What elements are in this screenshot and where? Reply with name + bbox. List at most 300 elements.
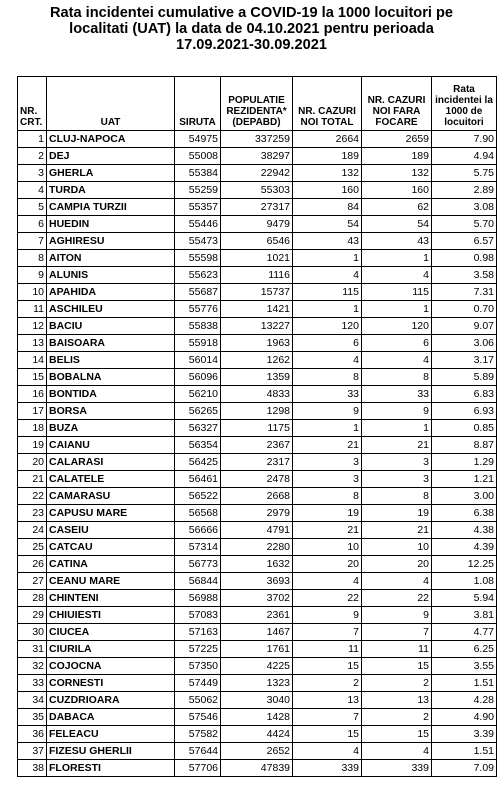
cell-siruta: 54975	[175, 131, 221, 148]
cell-siruta: 56666	[175, 522, 221, 539]
cell-uat: BONTIDA	[47, 386, 175, 403]
cell-populatie: 2979	[221, 505, 293, 522]
table-row	[18, 216, 497, 233]
cell-fara-focare: 2	[362, 675, 432, 692]
cell-fara-focare: 6	[362, 335, 432, 352]
cell-nr: 12	[18, 318, 47, 335]
cell-siruta: 55384	[175, 165, 221, 182]
cell-fara-focare: 19	[362, 505, 432, 522]
cell-rata: 4.38	[432, 522, 497, 539]
header-uat: UAT	[47, 77, 175, 131]
header-populatie: POPULATIE REZIDENTA* (DEPABD)	[221, 77, 293, 131]
cell-populatie: 6546	[221, 233, 293, 250]
cell-rata: 3.06	[432, 335, 497, 352]
cell-uat: CUZDRIOARA	[47, 692, 175, 709]
cell-uat: AITON	[47, 250, 175, 267]
cell-nr: 13	[18, 335, 47, 352]
cell-rata: 3.39	[432, 726, 497, 743]
cell-populatie: 4791	[221, 522, 293, 539]
cell-populatie: 1421	[221, 301, 293, 318]
cell-fara-focare: 21	[362, 522, 432, 539]
cell-total: 2664	[293, 131, 362, 148]
cell-rata: 8.87	[432, 437, 497, 454]
cell-fara-focare: 2659	[362, 131, 432, 148]
cell-populatie: 47839	[221, 760, 293, 777]
cell-rata: 6.83	[432, 386, 497, 403]
cell-siruta: 55259	[175, 182, 221, 199]
cell-uat: BOBALNA	[47, 369, 175, 386]
cell-uat: ASCHILEU	[47, 301, 175, 318]
table-row	[18, 267, 497, 284]
cell-populatie: 1761	[221, 641, 293, 658]
cell-siruta: 56265	[175, 403, 221, 420]
cell-siruta: 57706	[175, 760, 221, 777]
cell-siruta: 56327	[175, 420, 221, 437]
cell-populatie: 22942	[221, 165, 293, 182]
table-row	[18, 692, 497, 709]
cell-total: 189	[293, 148, 362, 165]
cell-populatie: 2367	[221, 437, 293, 454]
cell-siruta: 57582	[175, 726, 221, 743]
table-row	[18, 522, 497, 539]
cell-siruta: 56096	[175, 369, 221, 386]
cell-nr: 25	[18, 539, 47, 556]
table-body	[18, 131, 497, 777]
cell-fara-focare: 4	[362, 267, 432, 284]
table-row	[18, 318, 497, 335]
cell-siruta: 55357	[175, 199, 221, 216]
table-row	[18, 454, 497, 471]
cell-rata: 1.21	[432, 471, 497, 488]
cell-total: 19	[293, 505, 362, 522]
cell-uat: CATCAU	[47, 539, 175, 556]
cell-rata: 0.98	[432, 250, 497, 267]
table-row	[18, 250, 497, 267]
cell-nr: 32	[18, 658, 47, 675]
cell-siruta: 55776	[175, 301, 221, 318]
cell-populatie: 1021	[221, 250, 293, 267]
header-total: NR. CAZURI NOI TOTAL	[293, 77, 362, 131]
cell-uat: CEANU MARE	[47, 573, 175, 590]
table-row	[18, 301, 497, 318]
cell-uat: FLORESTI	[47, 760, 175, 777]
cell-fara-focare: 15	[362, 726, 432, 743]
cell-rata: 0.85	[432, 420, 497, 437]
cell-total: 54	[293, 216, 362, 233]
cell-uat: CAMPIA TURZII	[47, 199, 175, 216]
cell-total: 22	[293, 590, 362, 607]
cell-total: 15	[293, 658, 362, 675]
table-header-row	[18, 77, 497, 131]
table-row	[18, 148, 497, 165]
cell-nr: 34	[18, 692, 47, 709]
cell-total: 33	[293, 386, 362, 403]
cell-fara-focare: 11	[362, 641, 432, 658]
table-row	[18, 233, 497, 250]
cell-fara-focare: 54	[362, 216, 432, 233]
cell-uat: CHINTENI	[47, 590, 175, 607]
cell-fara-focare: 20	[362, 556, 432, 573]
cell-total: 4	[293, 267, 362, 284]
cell-siruta: 55008	[175, 148, 221, 165]
table-row	[18, 386, 497, 403]
cell-fara-focare: 21	[362, 437, 432, 454]
cell-fara-focare: 8	[362, 369, 432, 386]
table-row	[18, 726, 497, 743]
cell-rata: 4.90	[432, 709, 497, 726]
cell-populatie: 3693	[221, 573, 293, 590]
cell-uat: DABACA	[47, 709, 175, 726]
table-row	[18, 165, 497, 182]
cell-rata: 6.25	[432, 641, 497, 658]
cell-nr: 7	[18, 233, 47, 250]
header-siruta: SIRUTA	[175, 77, 221, 131]
cell-siruta: 57314	[175, 539, 221, 556]
cell-uat: CORNESTI	[47, 675, 175, 692]
cell-total: 84	[293, 199, 362, 216]
cell-siruta: 57449	[175, 675, 221, 692]
cell-rata: 7.90	[432, 131, 497, 148]
cell-total: 115	[293, 284, 362, 301]
cell-total: 339	[293, 760, 362, 777]
cell-rata: 3.81	[432, 607, 497, 624]
cell-populatie: 1298	[221, 403, 293, 420]
cell-rata: 2.89	[432, 182, 497, 199]
cell-fara-focare: 43	[362, 233, 432, 250]
cell-nr: 3	[18, 165, 47, 182]
table-row	[18, 471, 497, 488]
table-row	[18, 131, 497, 148]
cell-total: 21	[293, 522, 362, 539]
cell-rata: 3.08	[432, 199, 497, 216]
cell-rata: 5.70	[432, 216, 497, 233]
cell-rata: 1.08	[432, 573, 497, 590]
cell-total: 3	[293, 471, 362, 488]
cell-populatie: 4424	[221, 726, 293, 743]
cell-siruta: 55598	[175, 250, 221, 267]
cell-total: 10	[293, 539, 362, 556]
table-row	[18, 658, 497, 675]
table-row	[18, 607, 497, 624]
cell-siruta: 56014	[175, 352, 221, 369]
cell-nr: 1	[18, 131, 47, 148]
cell-rata: 4.39	[432, 539, 497, 556]
cell-total: 8	[293, 488, 362, 505]
table-row	[18, 420, 497, 437]
cell-uat: COJOCNA	[47, 658, 175, 675]
cell-rata: 0.70	[432, 301, 497, 318]
cell-populatie: 27317	[221, 199, 293, 216]
cell-fara-focare: 160	[362, 182, 432, 199]
cell-populatie: 1428	[221, 709, 293, 726]
cell-populatie: 2280	[221, 539, 293, 556]
cell-uat: HUEDIN	[47, 216, 175, 233]
table-row	[18, 709, 497, 726]
title-line-3: 17.09.2021-30.09.2021	[176, 37, 327, 53]
cell-populatie: 1632	[221, 556, 293, 573]
cell-fara-focare: 4	[362, 743, 432, 760]
cell-total: 7	[293, 709, 362, 726]
cell-fara-focare: 13	[362, 692, 432, 709]
table-row	[18, 352, 497, 369]
incidence-table	[17, 76, 497, 777]
cell-siruta: 57163	[175, 624, 221, 641]
cell-fara-focare: 132	[362, 165, 432, 182]
table-row	[18, 488, 497, 505]
table-row	[18, 760, 497, 777]
cell-fara-focare: 33	[362, 386, 432, 403]
cell-fara-focare: 62	[362, 199, 432, 216]
cell-rata: 7.09	[432, 760, 497, 777]
cell-nr: 23	[18, 505, 47, 522]
table-row	[18, 573, 497, 590]
cell-nr: 36	[18, 726, 47, 743]
cell-nr: 19	[18, 437, 47, 454]
cell-siruta: 55446	[175, 216, 221, 233]
cell-nr: 2	[18, 148, 47, 165]
cell-total: 1	[293, 420, 362, 437]
table-row	[18, 641, 497, 658]
cell-rata: 6.57	[432, 233, 497, 250]
table-row	[18, 590, 497, 607]
cell-populatie: 1323	[221, 675, 293, 692]
cell-fara-focare: 3	[362, 454, 432, 471]
cell-rata: 6.38	[432, 505, 497, 522]
cell-uat: CLUJ-NAPOCA	[47, 131, 175, 148]
cell-populatie: 2652	[221, 743, 293, 760]
cell-nr: 35	[18, 709, 47, 726]
cell-uat: FIZESU GHERLII	[47, 743, 175, 760]
cell-rata: 6.93	[432, 403, 497, 420]
cell-nr: 26	[18, 556, 47, 573]
cell-nr: 22	[18, 488, 47, 505]
cell-uat: CALATELE	[47, 471, 175, 488]
cell-nr: 18	[18, 420, 47, 437]
cell-populatie: 1116	[221, 267, 293, 284]
cell-total: 1	[293, 301, 362, 318]
table-row	[18, 335, 497, 352]
cell-fara-focare: 3	[362, 471, 432, 488]
table-row	[18, 539, 497, 556]
cell-siruta: 55473	[175, 233, 221, 250]
table-row	[18, 437, 497, 454]
cell-siruta: 57225	[175, 641, 221, 658]
cell-nr: 16	[18, 386, 47, 403]
cell-populatie: 9479	[221, 216, 293, 233]
cell-populatie: 1467	[221, 624, 293, 641]
cell-siruta: 56844	[175, 573, 221, 590]
cell-nr: 29	[18, 607, 47, 624]
cell-total: 9	[293, 403, 362, 420]
cell-populatie: 1963	[221, 335, 293, 352]
cell-total: 15	[293, 726, 362, 743]
cell-total: 43	[293, 233, 362, 250]
cell-rata: 5.94	[432, 590, 497, 607]
cell-uat: BORSA	[47, 403, 175, 420]
cell-uat: CHIUIESTI	[47, 607, 175, 624]
cell-uat: BUZA	[47, 420, 175, 437]
cell-nr: 9	[18, 267, 47, 284]
cell-fara-focare: 7	[362, 624, 432, 641]
cell-populatie: 4833	[221, 386, 293, 403]
cell-rata: 5.75	[432, 165, 497, 182]
cell-total: 160	[293, 182, 362, 199]
cell-fara-focare: 1	[362, 420, 432, 437]
table-row	[18, 505, 497, 522]
cell-total: 7	[293, 624, 362, 641]
cell-uat: CAMARASU	[47, 488, 175, 505]
cell-total: 4	[293, 573, 362, 590]
cell-siruta: 55062	[175, 692, 221, 709]
cell-populatie: 2478	[221, 471, 293, 488]
cell-total: 13	[293, 692, 362, 709]
cell-nr: 37	[18, 743, 47, 760]
cell-rata: 3.00	[432, 488, 497, 505]
title-line-1: Rata incidentei cumulative a COVID-19 la 1000 locuitori pe	[49, 5, 454, 21]
cell-siruta: 57083	[175, 607, 221, 624]
cell-rata: 1.51	[432, 675, 497, 692]
cell-uat: CASEIU	[47, 522, 175, 539]
title-line-2: localitati (UAT) la data de 04.10.2021 pentru perioada	[69, 21, 434, 37]
cell-rata: 1.51	[432, 743, 497, 760]
cell-nr: 30	[18, 624, 47, 641]
cell-siruta: 56210	[175, 386, 221, 403]
cell-siruta: 56988	[175, 590, 221, 607]
cell-populatie: 3040	[221, 692, 293, 709]
cell-nr: 27	[18, 573, 47, 590]
cell-siruta: 56568	[175, 505, 221, 522]
cell-uat: CAIANU	[47, 437, 175, 454]
cell-siruta: 55838	[175, 318, 221, 335]
cell-siruta: 55918	[175, 335, 221, 352]
cell-nr: 24	[18, 522, 47, 539]
cell-siruta: 57644	[175, 743, 221, 760]
cell-nr: 20	[18, 454, 47, 471]
cell-uat: BAISOARA	[47, 335, 175, 352]
cell-fara-focare: 9	[362, 607, 432, 624]
cell-total: 132	[293, 165, 362, 182]
cell-siruta: 56773	[175, 556, 221, 573]
cell-total: 1	[293, 250, 362, 267]
cell-siruta: 56354	[175, 437, 221, 454]
table-row	[18, 369, 497, 386]
cell-fara-focare: 189	[362, 148, 432, 165]
header-fara-focare: NR. CAZURI NOI FARA FOCARE	[362, 77, 432, 131]
cell-rata: 9.07	[432, 318, 497, 335]
cell-total: 11	[293, 641, 362, 658]
cell-populatie: 2317	[221, 454, 293, 471]
cell-nr: 33	[18, 675, 47, 692]
cell-rata: 4.77	[432, 624, 497, 641]
table-row	[18, 182, 497, 199]
cell-rata: 3.55	[432, 658, 497, 675]
cell-rata: 7.31	[432, 284, 497, 301]
table-row	[18, 675, 497, 692]
table-row	[18, 624, 497, 641]
cell-uat: DEJ	[47, 148, 175, 165]
cell-nr: 14	[18, 352, 47, 369]
cell-siruta: 55687	[175, 284, 221, 301]
cell-fara-focare: 4	[362, 573, 432, 590]
cell-populatie: 13227	[221, 318, 293, 335]
table-row	[18, 403, 497, 420]
cell-rata: 12.25	[432, 556, 497, 573]
cell-nr: 4	[18, 182, 47, 199]
cell-rata: 5.89	[432, 369, 497, 386]
cell-uat: CAPUSU MARE	[47, 505, 175, 522]
cell-fara-focare: 4	[362, 352, 432, 369]
header-rata: Rata incidentei la 1000 de locuitori	[432, 77, 497, 131]
cell-uat: ALUNIS	[47, 267, 175, 284]
cell-total: 6	[293, 335, 362, 352]
cell-siruta: 57350	[175, 658, 221, 675]
cell-populatie: 337259	[221, 131, 293, 148]
cell-uat: CATINA	[47, 556, 175, 573]
cell-total: 9	[293, 607, 362, 624]
cell-populatie: 2668	[221, 488, 293, 505]
cell-rata: 1.29	[432, 454, 497, 471]
cell-rata: 4.28	[432, 692, 497, 709]
cell-nr: 38	[18, 760, 47, 777]
cell-fara-focare: 1	[362, 250, 432, 267]
cell-uat: BACIU	[47, 318, 175, 335]
header-nr: NR. CRT.	[18, 77, 47, 131]
table-row	[18, 556, 497, 573]
cell-siruta: 57546	[175, 709, 221, 726]
cell-nr: 8	[18, 250, 47, 267]
cell-populatie: 3702	[221, 590, 293, 607]
cell-uat: CIUCEA	[47, 624, 175, 641]
cell-total: 3	[293, 454, 362, 471]
cell-fara-focare: 339	[362, 760, 432, 777]
cell-siruta: 56522	[175, 488, 221, 505]
cell-fara-focare: 9	[362, 403, 432, 420]
cell-nr: 10	[18, 284, 47, 301]
cell-nr: 6	[18, 216, 47, 233]
cell-total: 4	[293, 352, 362, 369]
table-row	[18, 743, 497, 760]
cell-populatie: 2361	[221, 607, 293, 624]
cell-nr: 11	[18, 301, 47, 318]
cell-fara-focare: 10	[362, 539, 432, 556]
cell-uat: CALARASI	[47, 454, 175, 471]
cell-populatie: 4225	[221, 658, 293, 675]
cell-rata: 3.17	[432, 352, 497, 369]
table-row	[18, 199, 497, 216]
cell-total: 120	[293, 318, 362, 335]
cell-siruta: 56461	[175, 471, 221, 488]
cell-populatie: 15737	[221, 284, 293, 301]
cell-siruta: 55623	[175, 267, 221, 284]
cell-uat: APAHIDA	[47, 284, 175, 301]
cell-total: 8	[293, 369, 362, 386]
cell-populatie: 55303	[221, 182, 293, 199]
table-row	[18, 284, 497, 301]
cell-uat: TURDA	[47, 182, 175, 199]
cell-rata: 3.58	[432, 267, 497, 284]
cell-nr: 17	[18, 403, 47, 420]
cell-fara-focare: 22	[362, 590, 432, 607]
cell-uat: CIURILA	[47, 641, 175, 658]
cell-uat: AGHIRESU	[47, 233, 175, 250]
cell-populatie: 1262	[221, 352, 293, 369]
cell-total: 2	[293, 675, 362, 692]
cell-uat: FELEACU	[47, 726, 175, 743]
cell-fara-focare: 1	[362, 301, 432, 318]
cell-total: 4	[293, 743, 362, 760]
document-title	[0, 0, 503, 54]
cell-siruta: 56425	[175, 454, 221, 471]
